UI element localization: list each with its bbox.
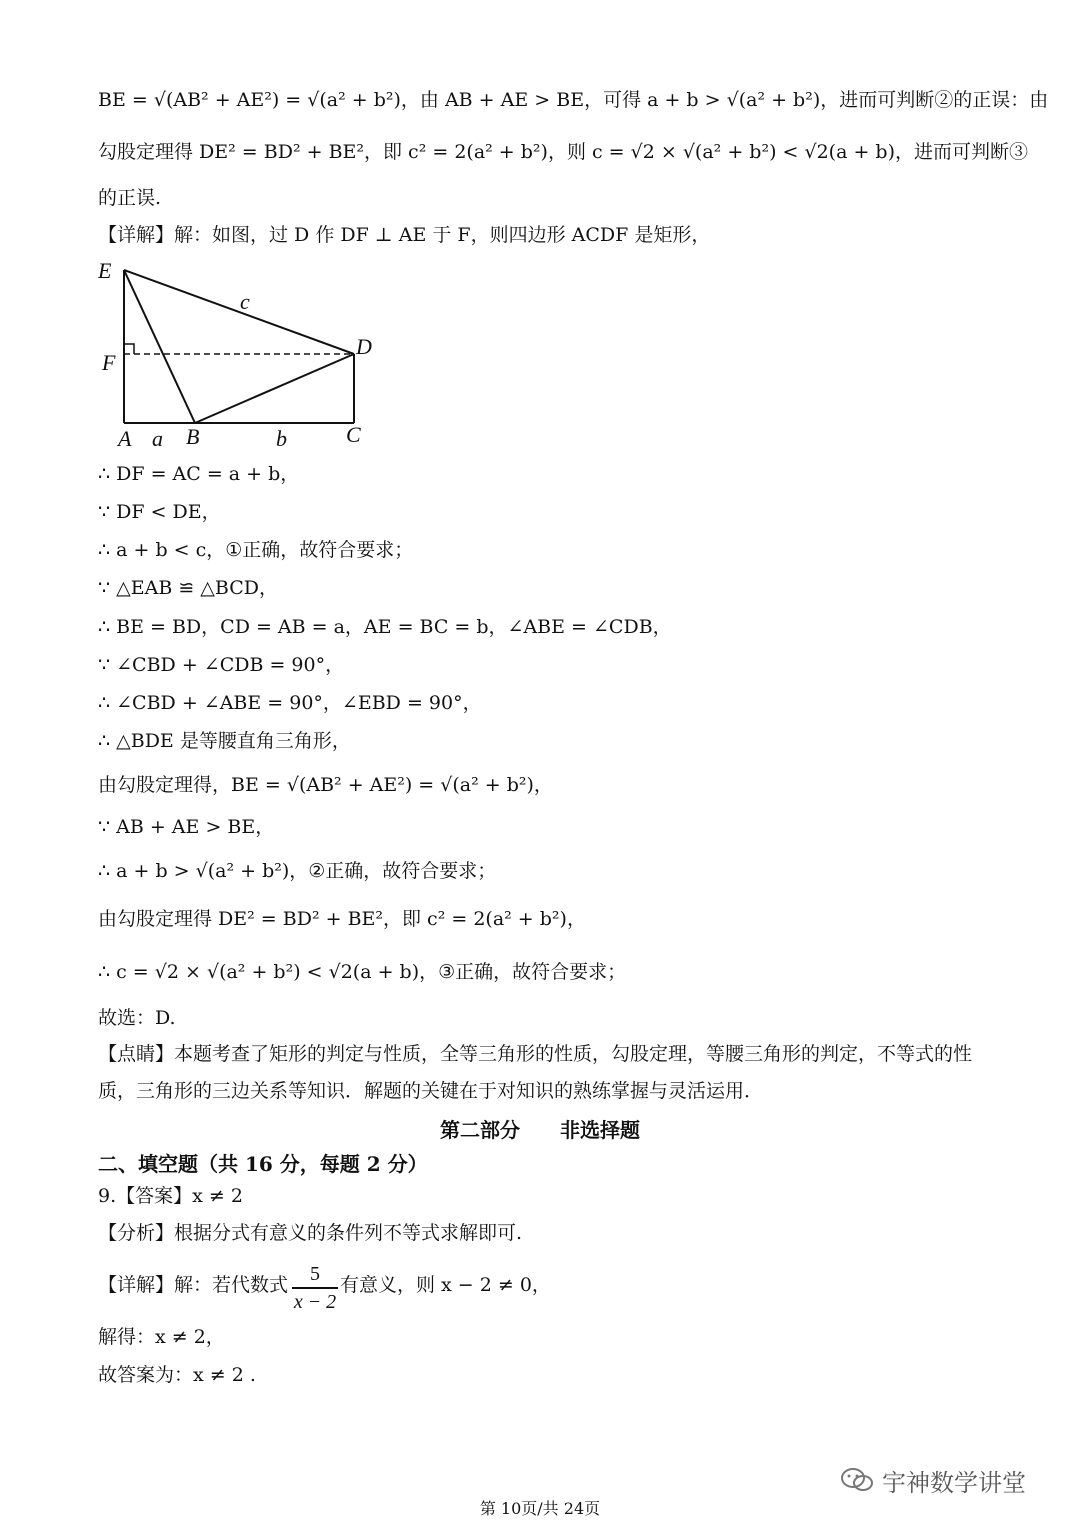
q9-answer: 9.【答案】x ≠ 2: [98, 1185, 243, 1207]
page-footer: 第 10页/共 24页: [479, 1499, 601, 1518]
analysis-line-3: 的正误.: [98, 187, 162, 209]
step-13: ∴ c = √2 × √(a² + b²) < √2(a + b)，③正确，故符合要求；: [98, 961, 627, 983]
step-8: ∴ △BDE 是等腰直角三角形，: [98, 730, 351, 752]
step-2: ∵ DF < DE，: [98, 501, 221, 523]
wechat-icon: [840, 1466, 874, 1494]
geometry-figure: [92, 256, 392, 456]
analysis-line-2: 勾股定理得 DE² = BD² + BE²，即 c² = 2(a² + b²)，则 c = √2 × √(a² + b²) < √2(a + b)，进而可判断③: [98, 141, 1028, 163]
q9-detail-suffix: 有意义，则 x − 2 ≠ 0，: [340, 1274, 551, 1296]
step-3: ∴ a + b < c，①正确，故符合要求；: [98, 539, 414, 561]
q9-solve: 解得：x ≠ 2，: [98, 1326, 225, 1348]
segment-bd: [195, 354, 354, 423]
q9-analysis: 【分析】根据分式有意义的条件列不等式求解即可.: [98, 1222, 523, 1244]
label-side-b: b: [276, 426, 287, 451]
fraction-denominator: x − 2: [293, 1290, 337, 1313]
label-a: A: [118, 426, 132, 451]
detail-intro: 【详解】解：如图，过 D 作 DF ⊥ AE 于 F，则四边形 ACDF 是矩形，: [98, 224, 711, 246]
segment-ed: [124, 270, 354, 354]
label-b: B: [186, 424, 200, 449]
step-6: ∵ ∠CBD + ∠CDB = 90°，: [98, 654, 345, 676]
step-9: 由勾股定理得，BE = √(AB² + AE²) = √(a² + b²)，: [98, 774, 553, 796]
label-c: C: [346, 422, 361, 447]
q9-final: 故答案为：x ≠ 2 .: [98, 1364, 256, 1386]
step-4: ∵ △EAB ≌ △BCD，: [98, 577, 278, 599]
label-d: D: [356, 334, 372, 359]
label-e: E: [98, 258, 112, 283]
part-title: 第二部分 非选择题: [440, 1118, 640, 1142]
step-14: 故选：D.: [98, 1007, 176, 1029]
step-7: ∴ ∠CBD + ∠ABE = 90°，∠EBD = 90°，: [98, 692, 482, 714]
label-side-c: c: [240, 289, 250, 314]
fraction-numerator: 5: [310, 1263, 320, 1285]
watermark: [840, 1462, 1060, 1498]
comment-line-1: 【点睛】本题考查了矩形的判定与性质，全等三角形的性质，勾股定理，等腰三角形的判定，不等式的性: [98, 1043, 973, 1065]
step-11: ∴ a + b > √(a² + b²)，②正确，故符合要求；: [98, 860, 497, 882]
fraction-bar: [292, 1287, 338, 1289]
label-f: F: [102, 350, 116, 375]
step-12: 由勾股定理得 DE² = BD² + BE²，即 c² = 2(a² + b²)，: [98, 908, 586, 930]
fraction-5-over-x-minus-2: [290, 1262, 340, 1314]
comment-line-2: 质，三角形的三边关系等知识．解题的关键在于对知识的熟练掌握与灵活运用．: [98, 1080, 764, 1102]
step-5: ∴ BE = BD，CD = AB = a，AE = BC = b，∠ABE = ∠CDB，: [98, 616, 672, 638]
q9-detail-prefix: 【详解】解：若代数式: [98, 1274, 289, 1296]
section-title: 二、填空题（共 16 分，每题 2 分）: [98, 1152, 428, 1176]
label-side-a: a: [152, 426, 163, 451]
step-10: ∵ AB + AE > BE，: [98, 816, 275, 838]
watermark-text: 宇神数学讲堂: [882, 1468, 1026, 1497]
step-1: ∴ DF = AC = a + b，: [98, 463, 300, 485]
right-angle-mark: [124, 344, 134, 354]
analysis-line-1: BE = √(AB² + AE²) = √(a² + b²)，由 AB + AE > BE，可得 a + b > √(a² + b²)，进而可判断②的正误：由: [98, 89, 1049, 111]
